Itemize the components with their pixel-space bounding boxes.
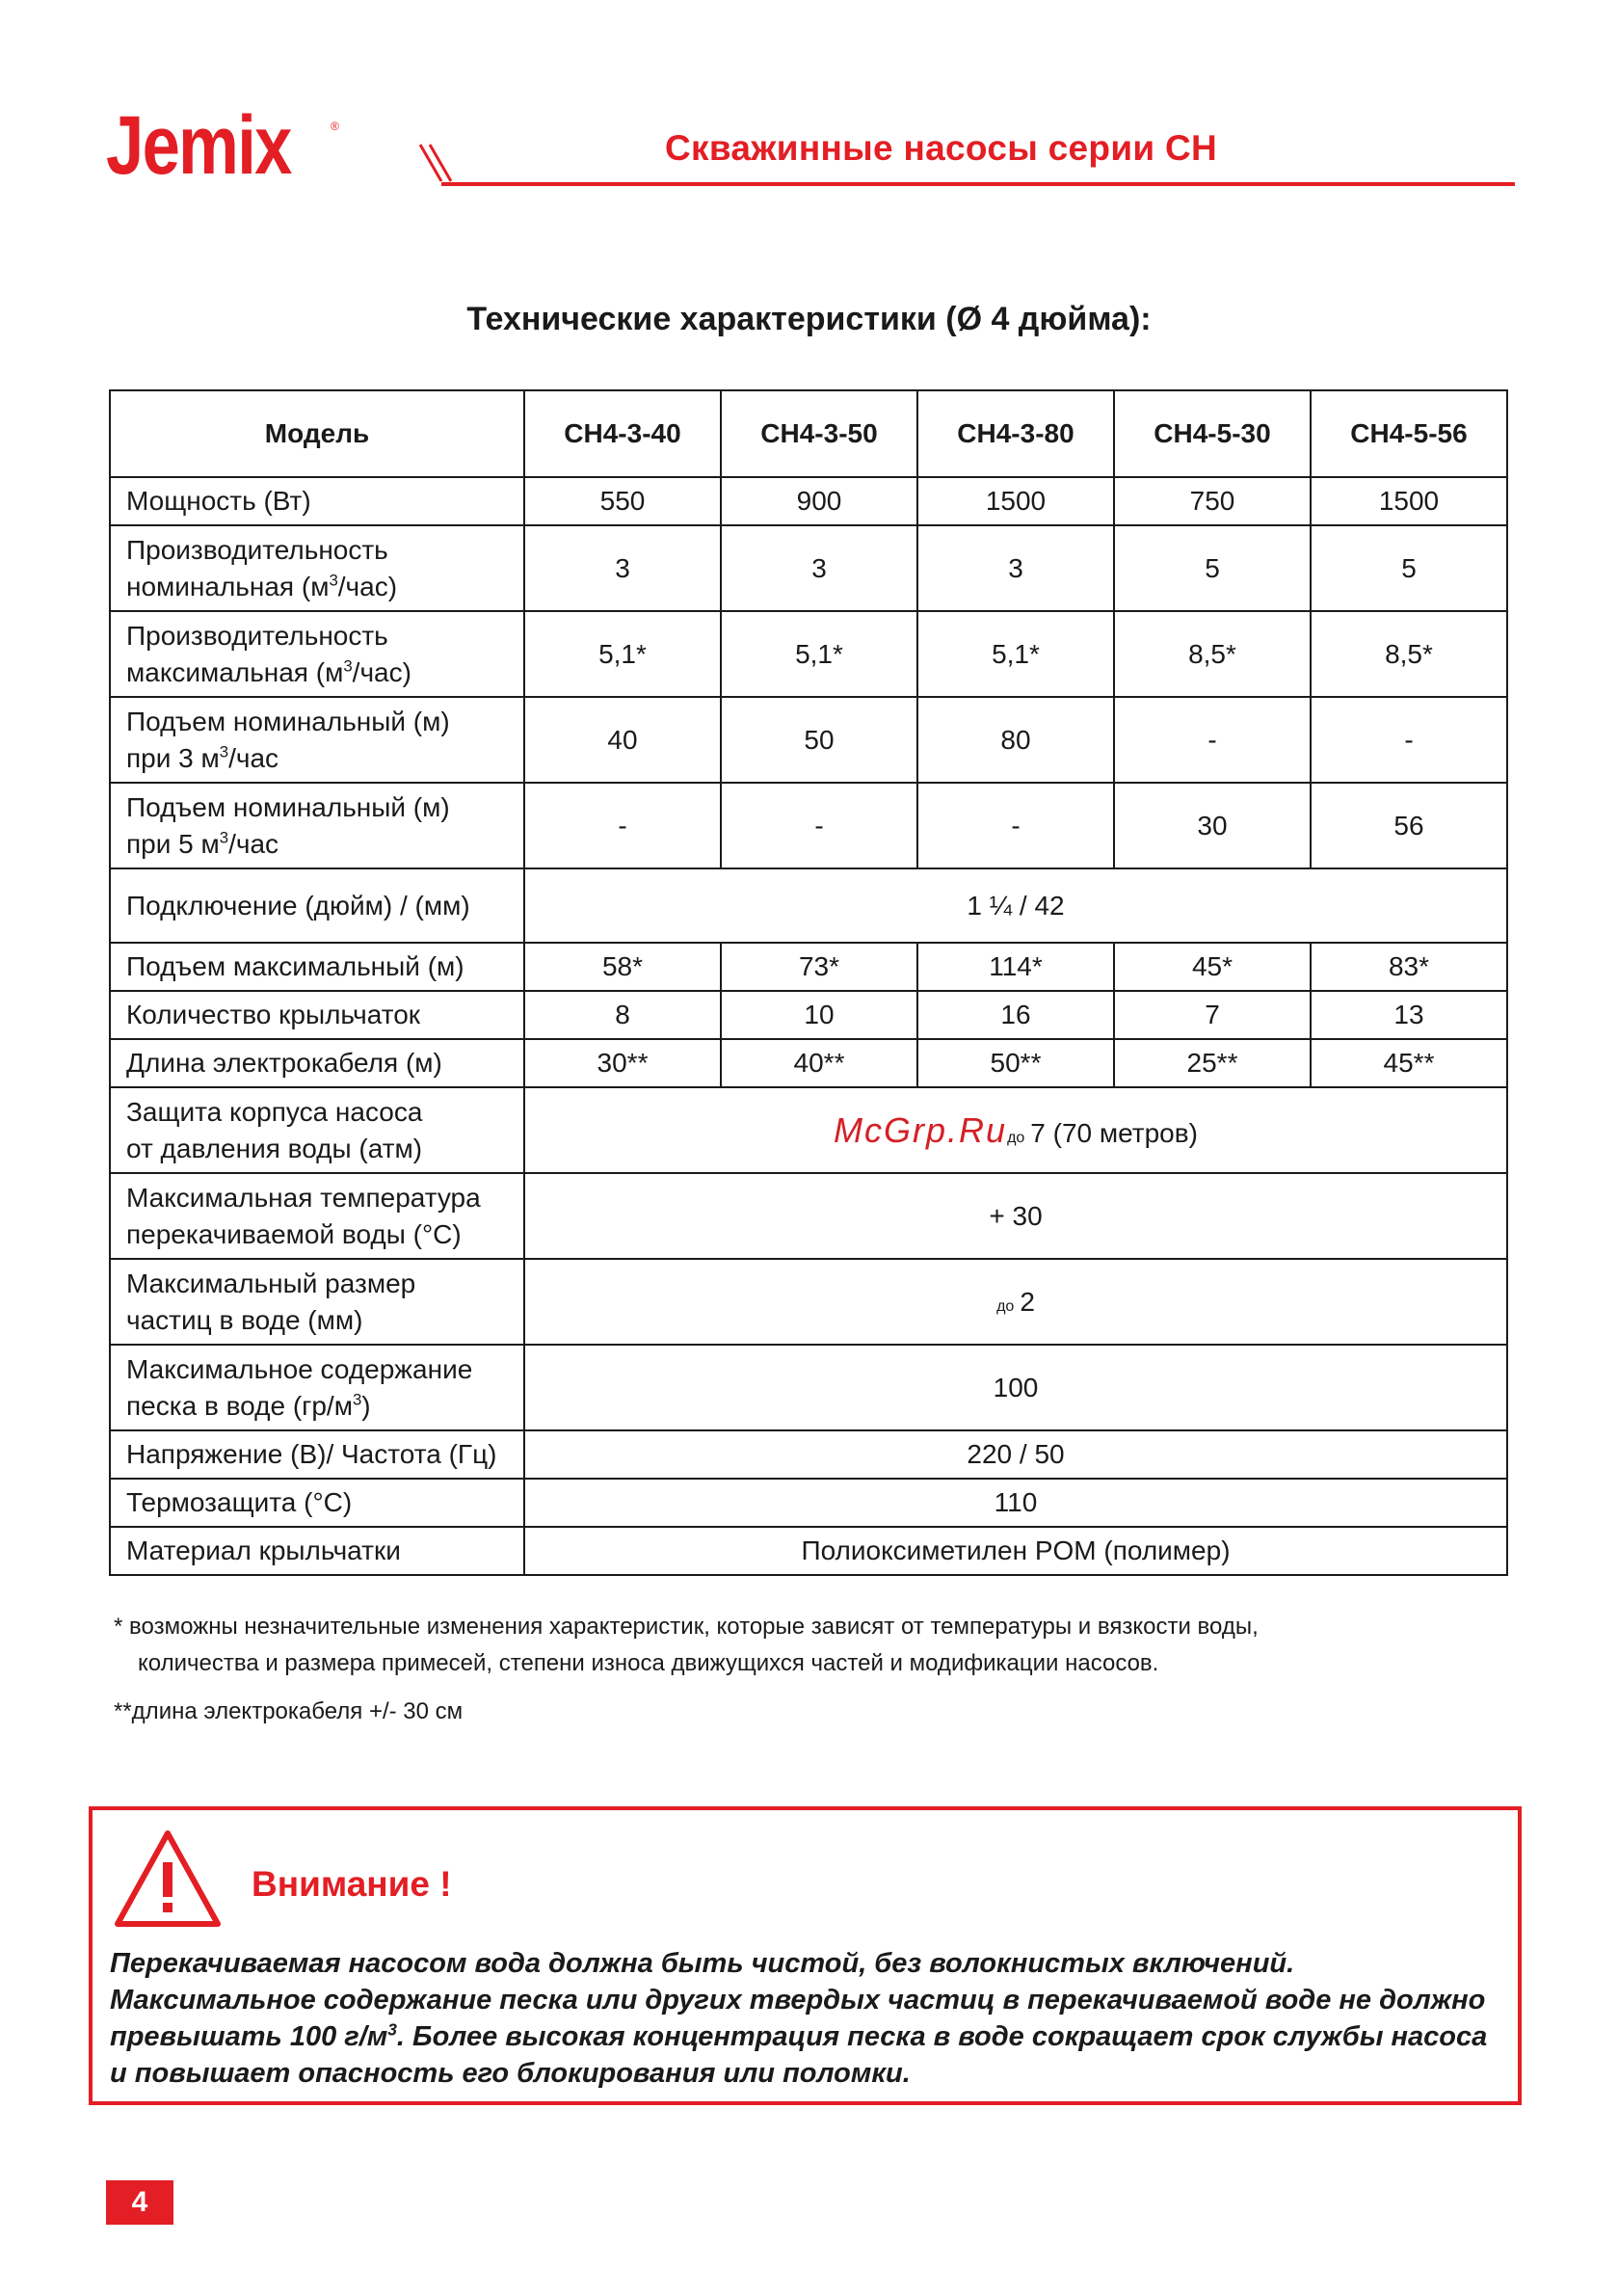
table-row-flow-max [110,611,1507,697]
cell-value: - [1311,697,1507,783]
cell-value: 114* [917,943,1114,991]
row-label [110,1259,524,1345]
header-cell-model-name: CH4-5-56 [1311,390,1507,477]
footnote-2: **длина электрокабеля +/- 30 см [114,1698,464,1724]
cell-value: 83* [1311,943,1507,991]
row-label: Подключение (дюйм) / (мм) [110,868,524,943]
table-row-voltage [110,1430,1507,1479]
warning-title: Внимание ! [252,1864,452,1904]
superscript: 3 [352,1390,362,1409]
cell-value: 5 [1114,525,1311,611]
table-header-row [110,390,1507,477]
header-rule [441,182,1515,186]
row-label: Количество крыльчаток [110,991,524,1039]
cell-value: 3 [524,525,721,611]
cell-value: 900 [721,477,917,525]
row-label [110,783,524,868]
cell-value: 30 [1114,783,1311,868]
cell-value: 8,5* [1311,611,1507,697]
cell-value: 550 [524,477,721,525]
superscript: 3 [387,2019,397,2040]
registered-mark: ® [331,120,339,133]
row-label [110,1345,524,1430]
value-prefix: до [1007,1129,1025,1146]
label-line: песка в воде (гр/м [126,1390,353,1421]
cell-value: 50 [721,697,917,783]
cell-value: 40** [721,1039,917,1087]
value-text: 2 [1020,1286,1035,1317]
cell-value: + 30 [524,1173,1507,1259]
row-label: Подъем максимальный (м) [110,943,524,991]
table-row-connection [110,868,1507,943]
page-number: 4 [106,2180,173,2225]
table-row-head-5 [110,783,1507,868]
label-line: при 5 м [126,828,220,859]
cell-value: 5,1* [721,611,917,697]
cell-value: 45* [1114,943,1311,991]
label-line: /час [228,742,279,773]
cell-value: 16 [917,991,1114,1039]
cell-value: - [524,783,721,868]
label-line: ) [361,1390,371,1421]
cell-value: 3 [917,525,1114,611]
row-label: Мощность (Вт) [110,477,524,525]
cell-value: 3 [721,525,917,611]
label-line: Максимальный размер [126,1268,416,1298]
cell-value: 8,5* [1114,611,1311,697]
table-row-impellers [110,991,1507,1039]
label-line: /час) [337,571,398,601]
watermark: McGrp.Ru [834,1109,1008,1150]
table-row-temp-max [110,1173,1507,1259]
table-row-head-max [110,943,1507,991]
table-row-cable [110,1039,1507,1087]
cell-value: 45** [1311,1039,1507,1087]
value-text: 7 (70 метров) [1030,1117,1198,1148]
cell-value: 110 [524,1479,1507,1527]
cell-value: 5,1* [524,611,721,697]
label-line: Максимальная температура [126,1182,481,1213]
row-label: Термозащита (°C) [110,1479,524,1527]
value-prefix: до [996,1297,1015,1315]
row-label: Материал крыльчатки [110,1527,524,1575]
cell-value: 1500 [1311,477,1507,525]
label-line: Подъем номинальный (м) [126,706,450,736]
warning-line: Перекачиваемая насосом вода должна быть чистой, без волокнистых включений. [110,1948,1295,1979]
row-label [110,697,524,783]
cell-value: 73* [721,943,917,991]
header-slash-decoration [418,143,453,183]
header-cell-model-name: CH4-3-50 [721,390,917,477]
cell-value: 80 [917,697,1114,783]
label-line: Производительность [126,534,388,565]
cell-value: 5,1* [917,611,1114,697]
label-line: максимальная (м [126,656,344,687]
cell-value: 40 [524,697,721,783]
warning-triangle-icon [112,1828,224,1930]
warning-box [89,1806,1522,2105]
row-label: Длина электрокабеля (м) [110,1039,524,1087]
cell-value [524,1259,1507,1345]
superscript: 3 [219,828,229,847]
cell-value: 5 [1311,525,1507,611]
warning-text [110,1945,1498,2092]
warning-line: и повышает опасность его блокирования или поломки. [110,2058,911,2089]
cell-value: 25** [1114,1039,1311,1087]
cell-value: 1500 [917,477,1114,525]
table-row-material [110,1527,1507,1575]
label-line: /час [228,828,279,859]
label-line: Защита корпуса насоса [126,1096,423,1127]
label-line: Подъем номинальный (м) [126,791,450,822]
cell-value: 8 [524,991,721,1039]
warning-line: Максимальное содержание песка или других твердых частиц в перекачиваемой воде не должно [110,1985,1486,2016]
table-row-thermal [110,1479,1507,1527]
label-line: Максимальное содержание [126,1353,473,1384]
header-cell-model-name: CH4-3-80 [917,390,1114,477]
cell-value [524,1087,1507,1173]
label-line: /час) [352,656,411,687]
label-line: перекачиваемой воды (°C) [126,1218,462,1249]
warning-line: . Более высокая концентрация песка в воде сокращает срок службы насоса [396,2021,1488,2052]
brand-logo: Jemix [106,99,291,192]
cell-value: 56 [1311,783,1507,868]
cell-value: - [721,783,917,868]
cell-value: 10 [721,991,917,1039]
footnote-1-continued: количества и размера примесей, степени износа движущихся частей и модификации насосов. [138,1650,1159,1676]
superscript: 3 [219,742,229,761]
cell-value: 750 [1114,477,1311,525]
header-cell-model-name: CH4-5-30 [1114,390,1311,477]
table-row-power [110,477,1507,525]
label-line: номинальная (м [126,571,330,601]
cell-value: 30** [524,1039,721,1087]
cell-value: 220 / 50 [524,1430,1507,1479]
superscript: 3 [343,656,353,676]
header-cell-model-name: CH4-3-40 [524,390,721,477]
warning-line: превышать 100 г/м [110,2021,388,2052]
label-line: Производительность [126,620,388,651]
table-row-pressure [110,1087,1507,1173]
spec-table [109,389,1508,1576]
cell-value: - [1114,697,1311,783]
row-label [110,525,524,611]
footnote-1: * возможны незначительные изменения характеристик, которые зависят от температуры и вязкости воды, [114,1614,1259,1640]
cell-value: 7 [1114,991,1311,1039]
row-label: Напряжение (В)/ Частота (Гц) [110,1430,524,1479]
label-line: при 3 м [126,742,220,773]
header-cell-model: Модель [110,390,524,477]
table-row-sand [110,1345,1507,1430]
cell-value: - [917,783,1114,868]
spec-heading: Технические характеристики (Ø 4 дюйма): [466,301,1152,337]
label-line: частиц в воде (мм) [126,1304,363,1335]
row-label [110,1173,524,1259]
cell-value: Полиоксиметилен POM (полимер) [524,1527,1507,1575]
label-line: от давления воды (атм) [126,1133,423,1163]
cell-value: 50** [917,1039,1114,1087]
row-label [110,1087,524,1173]
cell-value: 58* [524,943,721,991]
table-row-flow-nominal [110,525,1507,611]
cell-value: 100 [524,1345,1507,1430]
superscript: 3 [329,571,338,590]
row-label [110,611,524,697]
document-title: Скважинные насосы серии CH [665,128,1218,168]
cell-value: 13 [1311,991,1507,1039]
table-row-particle [110,1259,1507,1345]
table-row-head-3 [110,697,1507,783]
cell-value: 1 ¼ / 42 [524,868,1507,943]
